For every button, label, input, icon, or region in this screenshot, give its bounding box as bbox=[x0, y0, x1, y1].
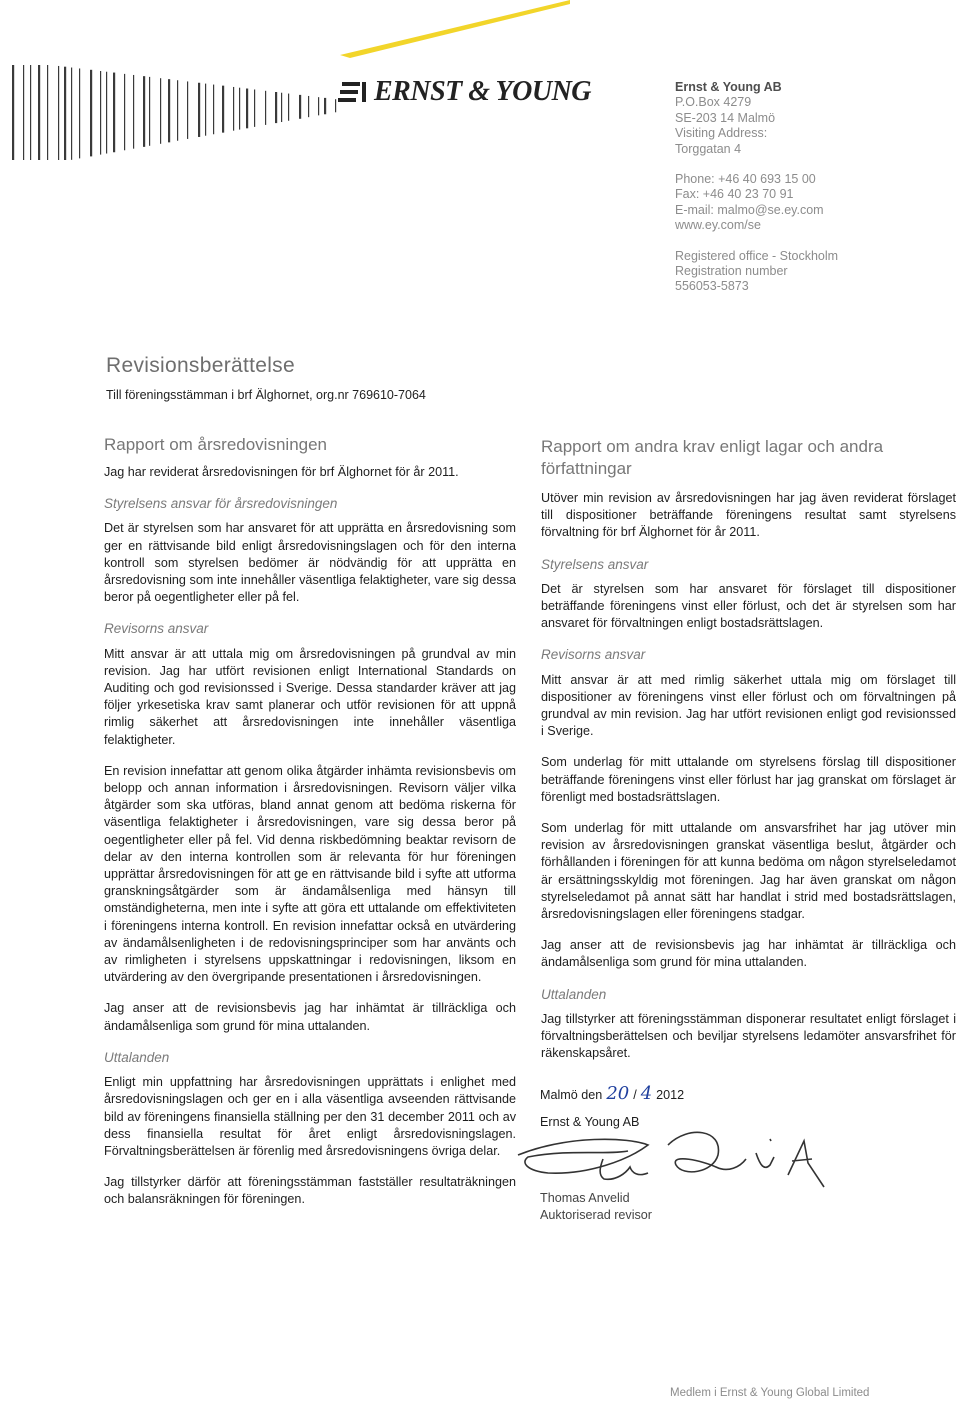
address-line: Torggatan 4 bbox=[675, 141, 742, 156]
letterhead-address bbox=[675, 80, 945, 295]
handwritten-signature bbox=[508, 1115, 838, 1195]
paragraph: Jag anser att de revisionsbevis jag har inhämtat är tillräckliga och ändamålsenliga som grund för mina uttalanden. bbox=[104, 1001, 516, 1033]
ernst-young-logo bbox=[338, 76, 591, 108]
address-line: P.O.Box 4279 bbox=[675, 95, 752, 110]
signing-firm: Ernst & Young AB bbox=[540, 1115, 640, 1129]
page-title: Revisionsberättelse bbox=[106, 354, 295, 377]
place-label: Malmö den bbox=[540, 1088, 603, 1102]
handwritten-month: 4 bbox=[640, 1083, 653, 1104]
paragraph: Enligt min uppfattning har årsredovisningen upprättats i enlighet med årsredovisningslagen och ger en i alla väsentliga avseenden rättvisande bild av föreningens finansiella ställning per den 31 december 2011 och av dess finansiella resultat för året enligt årsredovisningslagen. Förvaltningsberättelsen är förenlig med årsredovisningens övriga delar. bbox=[104, 1075, 516, 1158]
paragraph: Jag har reviderat årsredovisningen för brf Älghornet för år 2011. bbox=[104, 465, 459, 479]
signer-name: Thomas Anvelid bbox=[540, 1191, 630, 1205]
paragraph: Utöver min revision av årsredovisningen har jag även reviderat förslaget till dispositioner beträffande föreningens resultat samt styrelsens förvaltning för brf Älghornet för år 2011. bbox=[541, 491, 956, 540]
subsection-heading: Uttalanden bbox=[104, 1049, 170, 1065]
paragraph: Mitt ansvar är att med rimlig säkerhet uttala mig om förslaget till dispositioner av föreningens vinst eller förlust och om förvaltningen på grundval av min revision. Jag har utfört revisionen enligt god revisionssed i Sverige. bbox=[541, 672, 956, 739]
paragraph: Jag tillstyrker därför att föreningsstämman fastställer resultaträkningen och balansräkningen för föreningen. bbox=[104, 1175, 516, 1207]
fax-line: Fax: +46 40 23 70 91 bbox=[675, 187, 794, 202]
date-year: 2012 bbox=[656, 1088, 685, 1102]
left-column bbox=[104, 434, 516, 1223]
registration-number: 556053-5873 bbox=[675, 279, 749, 294]
paragraph: Som underlag för mitt uttalande om styrelsens förslag till dispositioner beträffande föreningens vinst eller förlust har jag granskat om förslaget är förenligt med bostadsrättslagen. bbox=[541, 755, 956, 804]
yellow-beam-graphic bbox=[330, 0, 570, 60]
paragraph: Det är styrelsen som har ansvaret för förslaget till dispositioner beträffande föreningens vinst eller förlust, och det är styrelsen som har ansvaret för förvaltningen enligt bostadsrättslagen. bbox=[541, 581, 956, 631]
phone-line: Phone: +46 40 693 15 00 bbox=[675, 172, 816, 187]
section-heading: Rapport om årsredovisningen bbox=[104, 435, 328, 454]
right-column bbox=[541, 436, 956, 1076]
page-footer: Medlem i Ernst & Young Global Limited bbox=[670, 1387, 870, 1399]
barcode-graphic bbox=[10, 55, 350, 165]
subsection-heading: Styrelsens ansvar bbox=[541, 556, 649, 572]
section-heading: Rapport om andra krav enligt lagar och andra författningar bbox=[541, 437, 884, 478]
address-line: SE-203 14 Malmö bbox=[675, 110, 776, 125]
paragraph: Som underlag för mitt uttalande om ansvarsfrihet har jag utöver min revision av årsredovisningen granskat väsentliga beslut, åtgärder och förhållanden i föreningen för att kunna bedöma om någon styrelseledamot är ersättningsskyldig mot föreningen. Jag har även granskat om någon styrelseledamot på annat sätt har handlat i strid med bostadsrättslagen, årsredovisningslagen eller föreningens stadgar. bbox=[541, 821, 956, 922]
paragraph: Jag anser att de revisionsbevis jag har inhämtat är tillräckliga och ändamålsenliga som grund för mina uttalanden. bbox=[541, 938, 956, 970]
signer-role: Auktoriserad revisor bbox=[540, 1208, 652, 1222]
address-line: Visiting Address: bbox=[675, 126, 768, 141]
page-subtitle: Till föreningsstämman i brf Älghornet, org.nr 769610-7064 bbox=[106, 388, 426, 402]
paragraph: En revision innefattar att genom olika åtgärder inhämta revisionsbevis om belopp och annan information i årsredovisningen. Revisorn väljer vilka åtgärder som ska utföras, bland annat genom att bedöma riskerna för väsentliga felaktigheter i årsredovisningen, vare sig dessa beror på oegentligheter eller på fel. Vid denna riskbedömning beaktar revisorn de delar av den interna kontrollen som är relevanta för hur föreningen upprättar årsredovisningen för att ge en rättvisande bild i syfte att utforma granskningsåtgärder som är ändamålsenliga med hänsyn till omständigheterna, men inte i syfte att göra ett uttalande om effektiviteten i föreningens interna kontroll. En revision innefattar också en utvärdering av ändamålsenligheten i de redovisningsprinciper som har använts och av rimligheten i styrelsens uppskattningar i redovisningen, liksom en utvärdering av den övergripande presentationen i årsredovisningen. bbox=[104, 763, 516, 985]
ey-logo-mark-icon bbox=[338, 80, 368, 104]
email-line: E-mail: malmo@se.ey.com bbox=[675, 202, 824, 217]
logo-wordmark: ERNST & YOUNG bbox=[374, 76, 592, 107]
address-line: Ernst & Young AB bbox=[675, 80, 782, 94]
subsection-heading: Revisorns ansvar bbox=[541, 647, 646, 663]
registration-label: Registration number bbox=[675, 264, 788, 279]
signer-info bbox=[540, 1190, 652, 1224]
signature-date bbox=[540, 1083, 940, 1104]
website-line: www.ey.com/se bbox=[675, 218, 761, 233]
subsection-heading: Revisorns ansvar bbox=[104, 621, 209, 637]
subsection-heading: Uttalanden bbox=[541, 986, 607, 1002]
registered-office-line: Registered office - Stockholm bbox=[675, 248, 839, 263]
paragraph: Det är styrelsen som har ansvaret för att upprätta en årsredovisning som ger en rättvisande bild enligt årsredovisningslagen och för den interna kontroll som styrelsen bedömer är nödvändig för att upprätta en årsredovisning som inte innehåller väsentliga felaktigheter, vare sig dessa beror på oegentligheter eller på fel. bbox=[104, 521, 516, 605]
date-slash: / bbox=[633, 1088, 637, 1102]
paragraph: Jag tillstyrker att föreningsstämman disponerar resultatet enligt förslaget i förvaltningsberättelsen och beviljar styrelsens ledamöter ansvarsfrihet för räkenskapsåret. bbox=[541, 1011, 956, 1061]
subsection-heading: Styrelsens ansvar för årsredovisningen bbox=[104, 496, 338, 512]
handwritten-day: 20 bbox=[606, 1083, 630, 1104]
paragraph: Mitt ansvar är att uttala mig om årsredovisningen på grundval av min revision. Jag har utfört revisionen enligt International Standards on Auditing och god revisionssed i Sverige. Dessa standarder kräver att jag följer yrkesetiska krav samt planerar och utför revisionen för att uppnå rimlig säkerhet att årsredovisningen inte innehåller väsentliga felaktigheter. bbox=[104, 646, 516, 747]
